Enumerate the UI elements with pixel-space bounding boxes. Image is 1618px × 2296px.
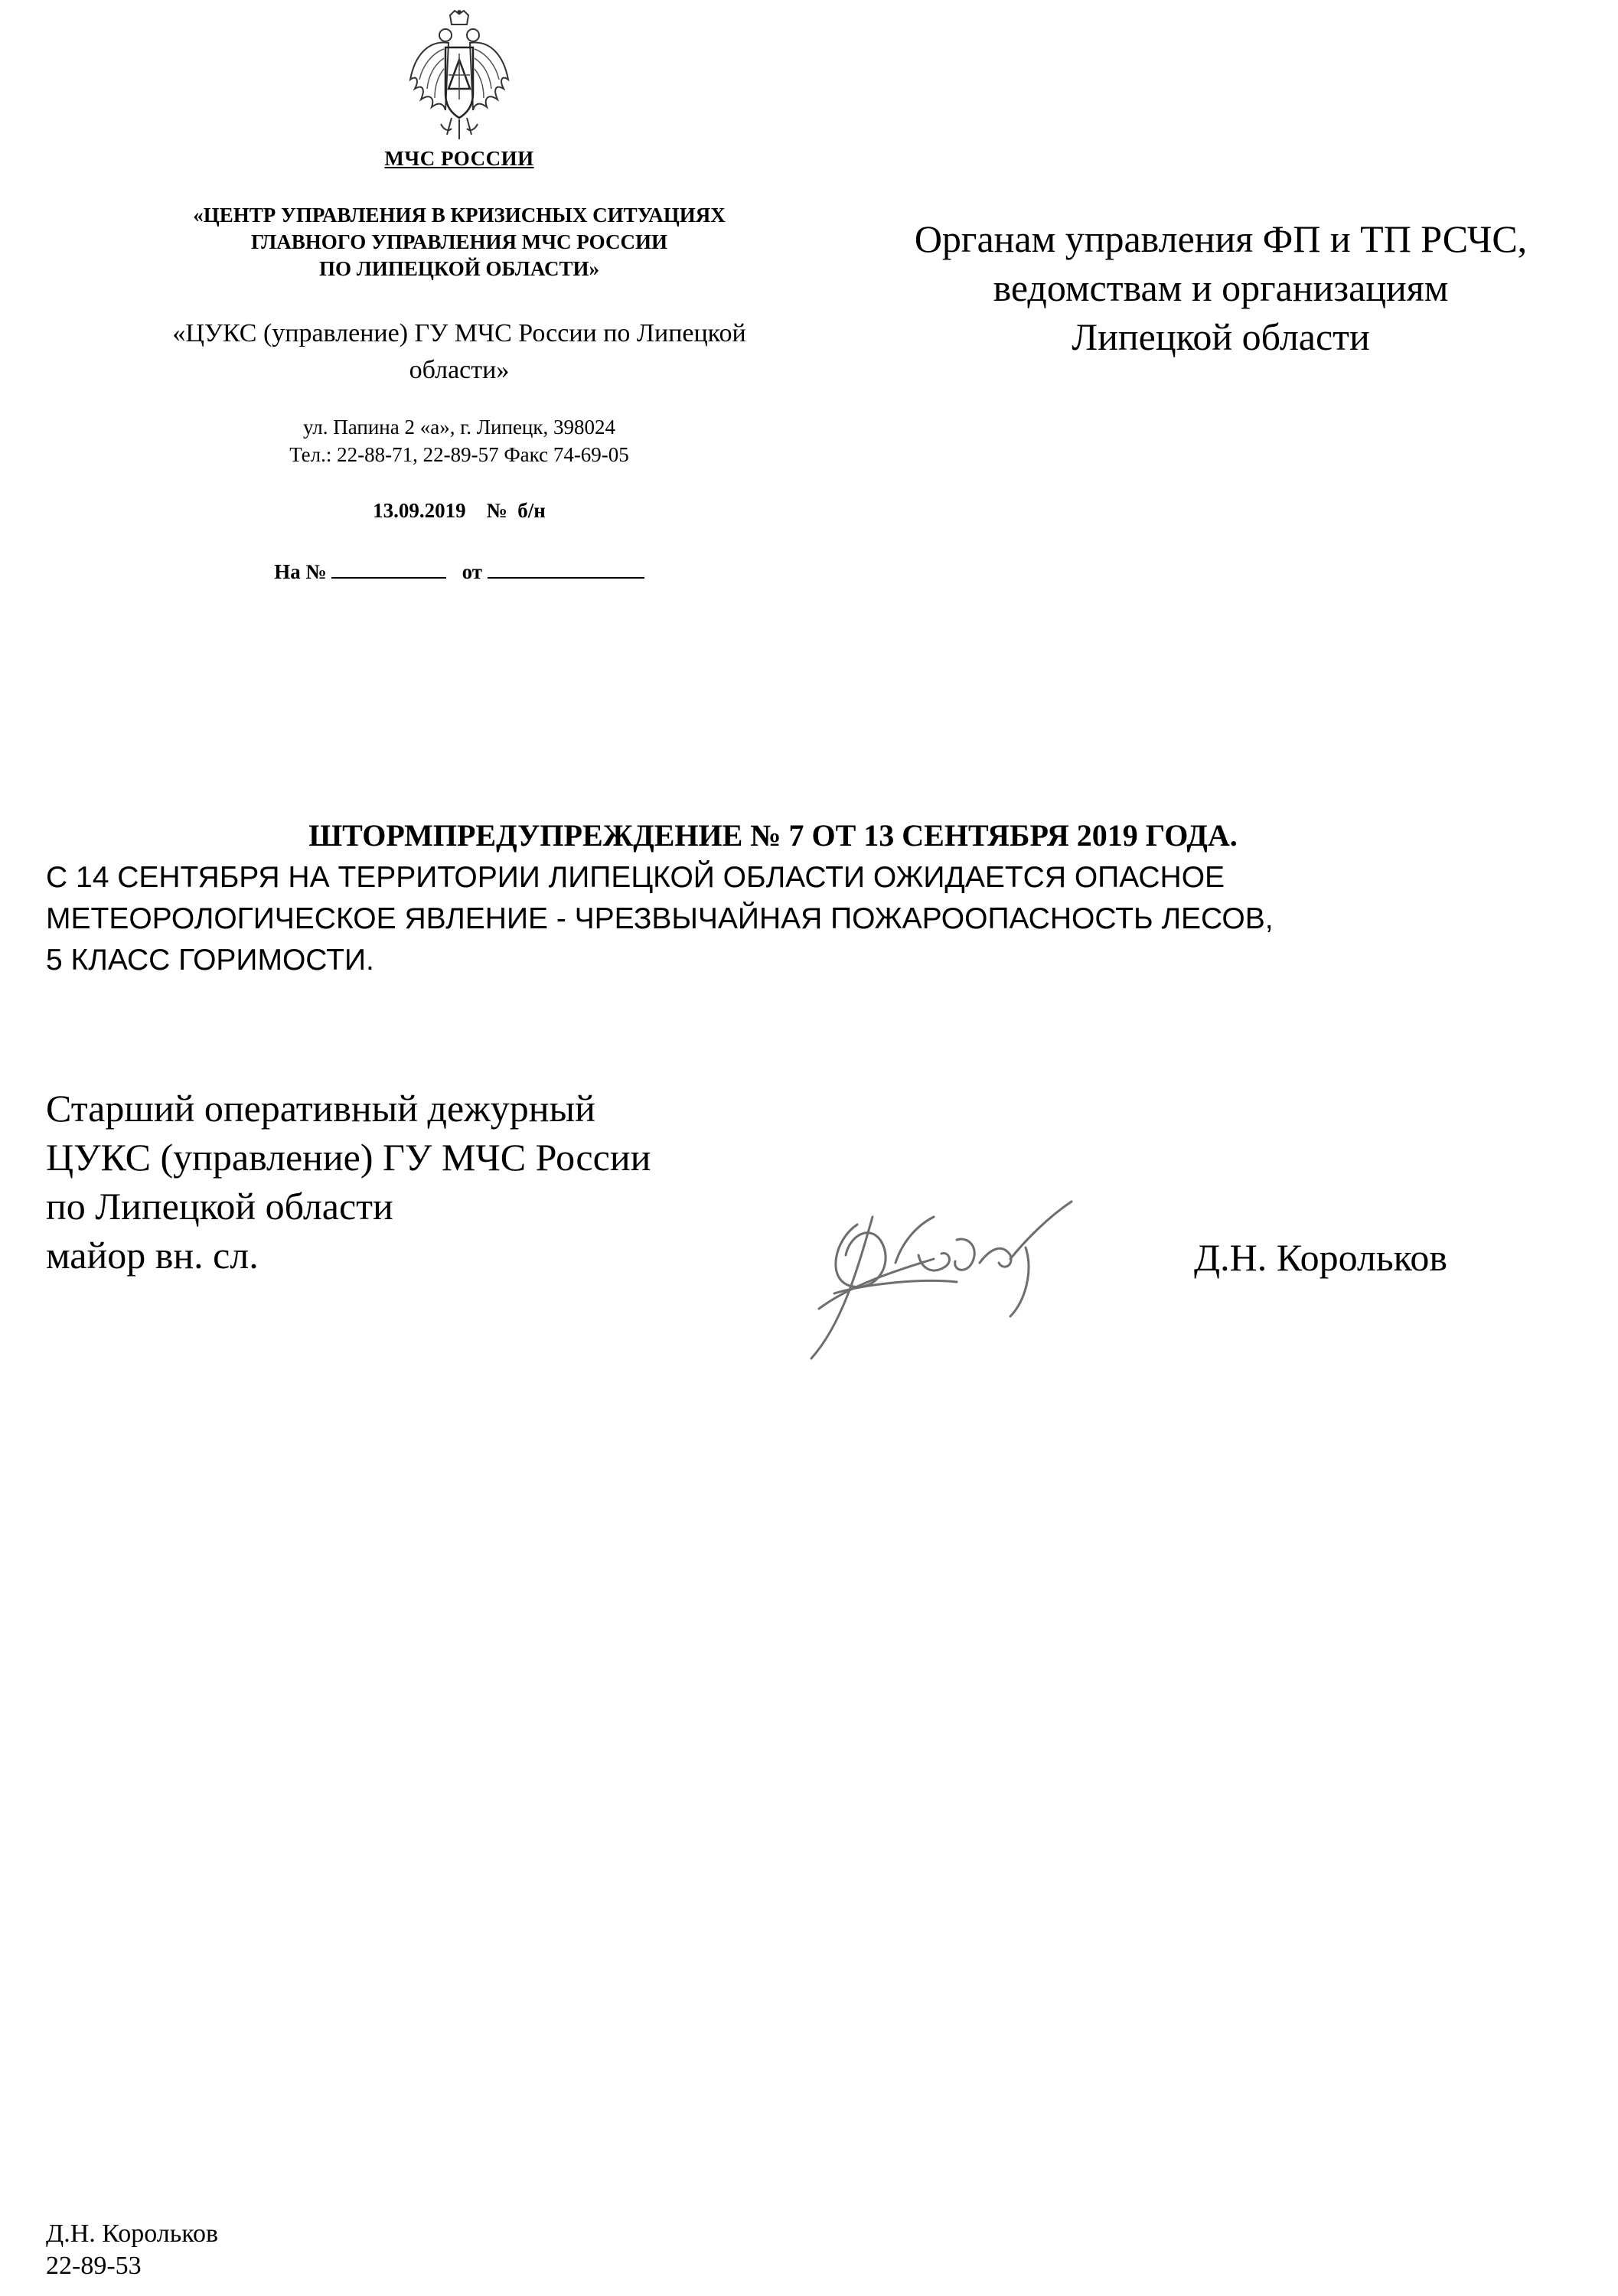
executor-name: Д.Н. Корольков xyxy=(46,2219,219,2248)
position-line: майор вн. сл. xyxy=(46,1234,259,1277)
warning-line: С 14 СЕНТЯБРЯ НА ТЕРРИТОРИИ ЛИПЕЦКОЙ ОБЛАСТИ ОЖИДАЕТСЯ ОПАСНОЕ xyxy=(46,861,1225,894)
org-full-name xyxy=(46,202,873,282)
warning-line: МЕТЕОРОЛОГИЧЕСКОЕ ЯВЛЕНИЕ - ЧРЕЗВЫЧАЙНАЯ ПОЖАРООПАСНОСТЬ ЛЕСОВ, xyxy=(46,902,1274,935)
contacts-line: Тел.: 22-88-71, 22-89-57 Факс 74-69-05 xyxy=(289,443,629,466)
addressee-line: Органам управления ФП и ТП РСЧС, xyxy=(914,217,1528,260)
org-name: МЧС РОССИИ xyxy=(384,147,534,170)
position-line: ЦУКС (управление) ГУ МЧС России xyxy=(46,1136,651,1179)
addressee xyxy=(857,214,1584,361)
executor-phone: 22-89-53 xyxy=(46,2252,142,2280)
org-full-line: «ЦЕНТР УПРАВЛЕНИЯ В КРИЗИСНЫХ СИТУАЦИЯХ xyxy=(193,204,726,227)
warning-line: 5 КЛАСС ГОРИМОСТИ. xyxy=(46,944,374,977)
org-address xyxy=(46,413,873,468)
document-date: 13.09.2019 xyxy=(373,499,466,522)
org-short-name xyxy=(46,315,873,389)
reference-date-blank xyxy=(488,557,644,579)
signature-icon xyxy=(804,1194,1110,1378)
addressee-line: Липецкой области xyxy=(1072,315,1370,358)
warning-title: ШТОРМПРЕДУПРЕЖДЕНИЕ № 7 ОТ 13 СЕНТЯБРЯ 2019 ГОДА. xyxy=(308,818,1238,853)
signatory-position xyxy=(46,1084,811,1280)
emblem-icon xyxy=(406,9,513,143)
address-line: ул. Папина 2 «а», г. Липецк, 398024 xyxy=(302,416,616,439)
addressee-line: ведомствам и организациям xyxy=(993,266,1449,309)
reference-number-label: На № xyxy=(274,560,327,583)
document-number: б/н xyxy=(517,499,546,522)
executor xyxy=(46,2218,218,2282)
warning-body xyxy=(46,857,1561,981)
org-full-line: ПО ЛИПЕЦКОЙ ОБЛАСТИ» xyxy=(318,257,599,280)
org-short-line: области» xyxy=(409,356,510,384)
position-line: Старший оперативный дежурный xyxy=(46,1087,595,1130)
document-date-number xyxy=(46,499,873,523)
position-line: по Липецкой области xyxy=(46,1185,393,1228)
org-short-line: «ЦУКС (управление) ГУ МЧС России по Липецкой xyxy=(172,319,746,347)
reference-line xyxy=(46,557,873,584)
document-number-label: № xyxy=(486,499,507,522)
signatory-name: Д.Н. Корольков xyxy=(1194,1236,1448,1279)
org-full-line: ГЛАВНОГО УПРАВЛЕНИЯ МЧС РОССИИ xyxy=(251,230,667,253)
reference-from-label: от xyxy=(462,560,483,583)
reference-number-blank xyxy=(331,557,446,579)
